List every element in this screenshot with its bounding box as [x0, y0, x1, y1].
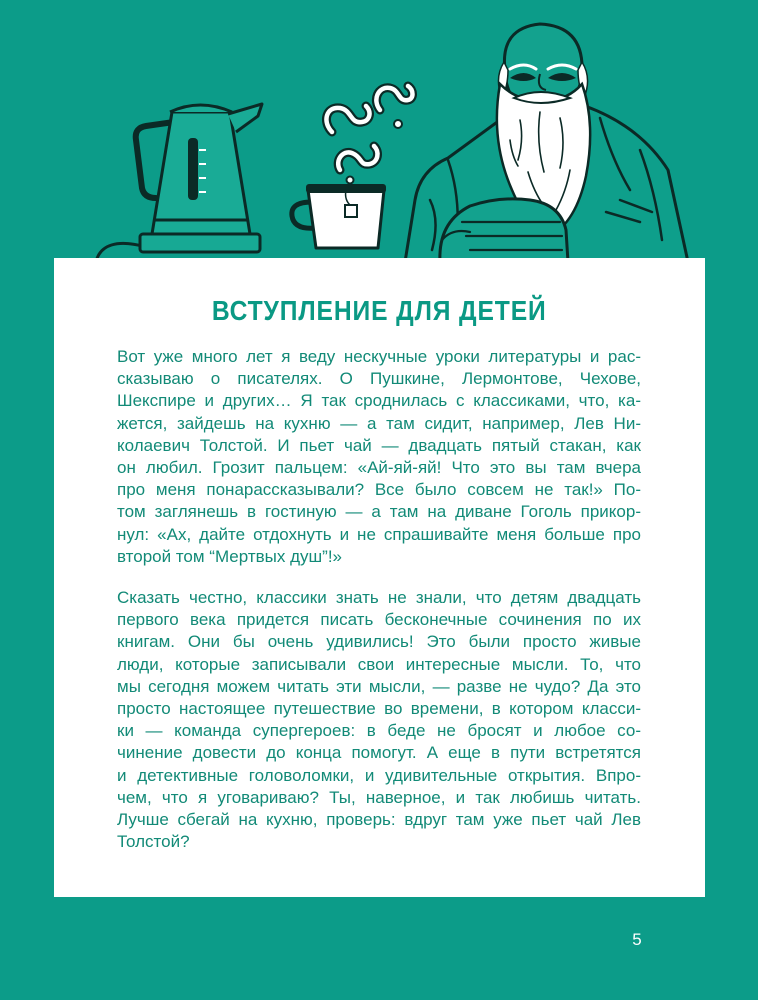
steam-icon — [326, 86, 412, 184]
text-line: чем, что я уговариваю? Ты, наверное, и так любишь читать. — [117, 787, 641, 807]
mug-icon — [292, 184, 386, 248]
text-line: первого века придется писать бесконечные сочинения по их — [117, 610, 641, 630]
kettle-water-window — [188, 138, 198, 200]
text-line: Шекспире и других… Я так сроднилась с классиками, что, ка- — [117, 391, 641, 411]
text-line: ки — команда супергероев: в беде не бросят и любое со- — [117, 721, 641, 741]
paragraph-2 — [117, 587, 641, 853]
text-panel — [54, 258, 705, 897]
header-illustration — [0, 0, 758, 262]
text-line: люди, которые записывали свои интересные мысли. То, что — [117, 654, 641, 674]
text-line: Вот уже много лет я веду нескучные уроки литературы и рас- — [117, 347, 641, 366]
text-line: жется, зайдешь на кухню — а там сидит, например, Лев Ни- — [117, 413, 641, 433]
page-number: 5 — [632, 930, 642, 949]
text-line: второй том “Мертвых душ”!» — [117, 546, 343, 566]
tolstoy-portrait-icon — [405, 24, 688, 262]
text-line: просто настоящее путешествие во времени, в котором класси- — [117, 698, 641, 718]
text-line: чинение довести до конца помогут. А еще в пути встретятся — [117, 743, 641, 763]
text-line: и детективные головоломки, и удивительные открытия. Впро- — [117, 765, 641, 785]
text-line: про меня понарассказывали? Все было совсем не так!» По- — [117, 480, 641, 500]
text-line: мы сегодня можем читать эти мысли, — разве не чудо? Да это — [117, 676, 641, 696]
text-line: Сказать честно, классики знать не знали, что детям двадцать — [117, 588, 641, 607]
page-title — [54, 294, 705, 328]
text-line: сказываю о писателях. О Пушкине, Лермонтове, Чехове, — [117, 369, 641, 389]
tea-bag-tag — [345, 205, 357, 217]
text-line: Толстой? — [117, 832, 190, 852]
text-line: нул: «Ах, дайте отдохнуть и не спрашивайте меня больше про — [117, 524, 641, 544]
kettle-lid — [170, 105, 232, 112]
kettle-base — [140, 234, 260, 252]
text-line: том заглянешь в гостиную — а там на диване Гоголь прикор- — [117, 502, 641, 522]
text-line: колаевич Толстой. И пьет чай — двадцать пятый стакан, как — [117, 435, 641, 455]
page-title-text: ВСТУПЛЕНИЕ ДЛЯ ДЕТЕЙ — [212, 295, 547, 326]
text-line: книгам. Они бы очень удивились! Это были просто живые — [117, 632, 641, 652]
text-line: он любил. Грозит пальцем: «Ай-яй-яй! Что это вы там вчера — [117, 457, 641, 477]
text-line: Лучше сбегай на кухню, проверь: вдруг там уже пьет чай Лев — [117, 809, 641, 829]
paragraph-1 — [117, 346, 641, 568]
kettle-icon — [96, 104, 262, 262]
